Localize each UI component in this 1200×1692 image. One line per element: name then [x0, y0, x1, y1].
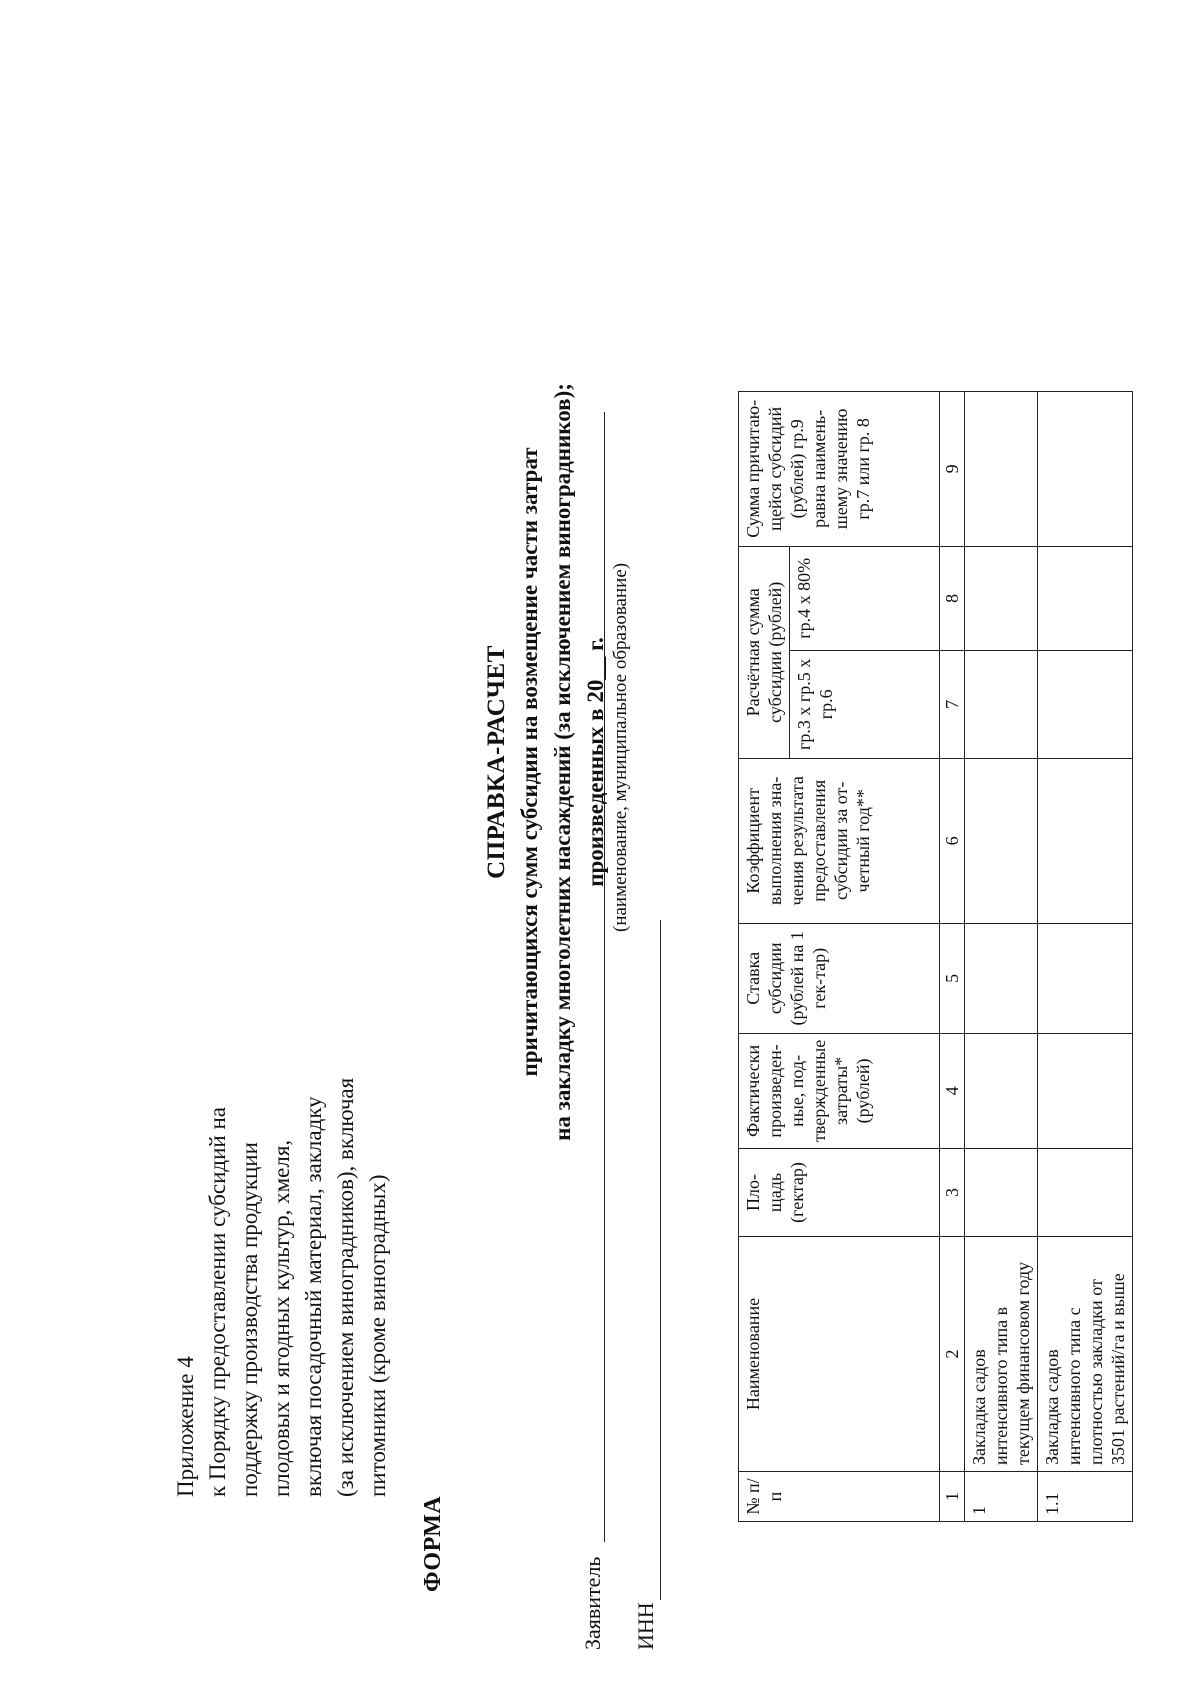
header-num: № п/п — [739, 1472, 940, 1522]
column-number: 7 — [940, 650, 965, 758]
header-calc-b: гр.4 х 80% — [790, 546, 940, 650]
appendix-line: питомники (кроме виноградных) — [365, 1174, 390, 1497]
row-cell — [965, 391, 1038, 546]
header-coefficient: Коэффициент выполнения зна-чения результата предоставления субсидии за от-четный год** — [739, 758, 940, 923]
appendix-block — [170, 597, 394, 1497]
row-cell — [1038, 1033, 1133, 1148]
column-number: 1 — [940, 1472, 965, 1522]
row-cell — [1038, 923, 1133, 1033]
header-actual-costs: Фактически произведен-ные, под-твержденные затраты* (рублей) — [739, 1033, 940, 1148]
heading-line: произведенных в 20__ г. — [583, 637, 608, 887]
row-cell — [1038, 758, 1133, 923]
table-row — [1038, 391, 1133, 1521]
inn-label: ИНН — [633, 1602, 658, 1650]
row-cell — [965, 758, 1038, 923]
column-number-row — [940, 391, 965, 1521]
row-cell — [1038, 1149, 1133, 1237]
column-number: 8 — [940, 546, 965, 650]
header-name: Наименование — [739, 1237, 940, 1472]
column-number: 3 — [940, 1149, 965, 1237]
row-cell — [965, 1033, 1038, 1148]
header-calc-a: гр.3 х гр.5 х гр.6 — [790, 650, 940, 758]
header-due-sum: Сумма причитаю-щейся субсидий (рублей) гр.9 равна наимень-шему значению гр.7 или гр. 8 — [739, 391, 940, 546]
row-cell — [1038, 391, 1133, 546]
row-cell — [965, 1149, 1038, 1237]
header-row — [739, 391, 790, 1521]
column-number: 9 — [940, 391, 965, 546]
row-cell — [965, 923, 1038, 1033]
header-area: Пло-щадь (гектар) — [739, 1149, 940, 1237]
appendix-line: поддержку производства продукции — [237, 1142, 262, 1497]
form-label: ФОРМА — [420, 1495, 446, 1592]
row-cell — [1038, 546, 1133, 650]
appendix-line: (за исключением виноградников), включая — [333, 1077, 358, 1497]
row-number: 1.1 — [1038, 1472, 1133, 1522]
heading-line: на закладку многолетних насаждений (за исключением виноградников); — [550, 383, 575, 1141]
inn-line — [660, 920, 661, 1600]
column-number: 6 — [940, 758, 965, 923]
row-cell — [965, 546, 1038, 650]
appendix-line: включая посадочный материал, закладку — [301, 1096, 326, 1497]
column-number: 2 — [940, 1237, 965, 1472]
row-number: 1 — [965, 1472, 1038, 1522]
row-name: Закладка садов интенсивного типа в текущем финансовом году — [965, 1237, 1038, 1472]
appendix-title: Приложение 4 — [173, 1356, 198, 1497]
heading-line: причитающихся сумм субсидии на возмещение части затрат — [517, 447, 542, 1077]
appendix-line: к Порядку предоставлении субсидий на — [205, 1107, 230, 1497]
applicant-line — [604, 412, 605, 1542]
row-name: Закладка садов интенсивного типа с плотностью закладки от 3501 растений/га и выше — [1038, 1237, 1133, 1472]
heading-main: СПРАВКА-РАСЧЕТ — [483, 645, 510, 879]
document-heading — [480, 162, 612, 1362]
appendix-line: плодовых и ягодных культур, хмеля, — [269, 1139, 294, 1497]
applicant-caption: (наименование, муниципальное образование) — [610, 562, 631, 932]
header-calculated-sum: Расчётная сумма субсидии (рублей) — [739, 546, 790, 758]
table-row — [965, 391, 1038, 1521]
column-number: 4 — [940, 1033, 965, 1148]
row-cell — [1038, 650, 1133, 758]
header-rate: Ставка субсидии (рублей на 1 гек-тар) — [739, 923, 940, 1033]
calculation-table — [738, 391, 1133, 1522]
column-number: 5 — [940, 923, 965, 1033]
applicant-label: Заявитель — [580, 1556, 605, 1650]
row-cell — [965, 650, 1038, 758]
